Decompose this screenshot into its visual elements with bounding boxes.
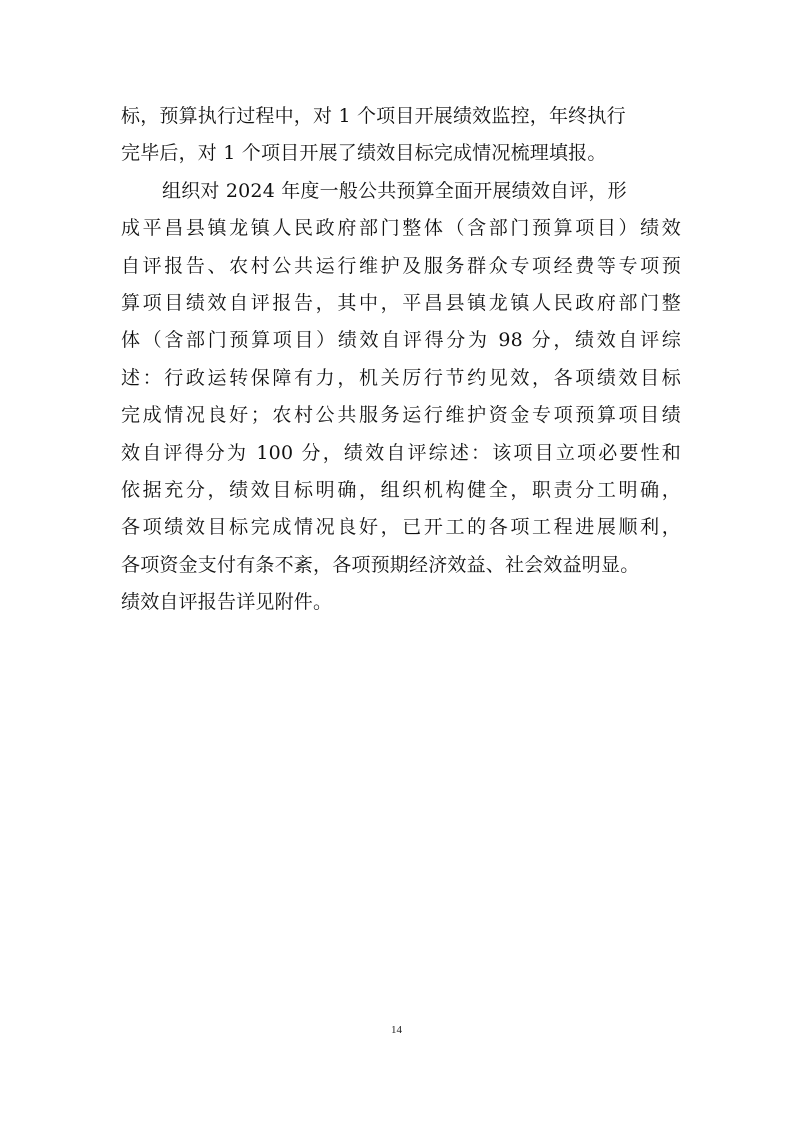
- page-number: 14: [391, 1024, 402, 1036]
- text-line: 效自评得分为 100 分，绩效自评综述：该项目立项必要性和: [121, 441, 681, 464]
- text-line: 体（含部门预算项目）绩效自评得分为 98 分，绩效自评综: [121, 329, 681, 352]
- body-text: [121, 98, 681, 621]
- text-line: 标，预算执行过程中，对 1 个项目开展绩效监控，年终执行: [121, 105, 626, 127]
- text-line: 成平昌县镇龙镇人民政府部门整体（含部门预算项目）绩效: [121, 217, 681, 240]
- text-line: 自评报告、农村公共运行维护及服务群众专项经费等专项预: [121, 254, 681, 277]
- paragraph-end-line: 绩效自评报告详见附件。: [121, 591, 333, 614]
- text-line: 依据充分，绩效目标明确，组织机构健全，职责分工明确，: [121, 478, 681, 501]
- text-line: 各项绩效目标完成情况良好，已开工的各项工程进展顺利，: [121, 516, 681, 539]
- text-line: 各项资金支付有条不紊，各项预期经济效益、社会效益明显。: [121, 553, 640, 576]
- text-line: 算项目绩效自评报告，其中，平昌县镇龙镇人民政府部门整: [121, 291, 681, 314]
- text-line: 完毕后，对 1 个项目开展了绩效目标完成情况梳理填报。: [121, 142, 607, 165]
- text-line: 完成情况良好；农村公共服务运行维护资金专项预算项目绩: [121, 404, 681, 427]
- text-line: 述：行政运转保障有力，机关厉行节约见效，各项绩效目标: [121, 366, 681, 389]
- paragraph-start-line: 组织对 2024 年度一般公共预算全面开展绩效自评，形: [162, 179, 627, 202]
